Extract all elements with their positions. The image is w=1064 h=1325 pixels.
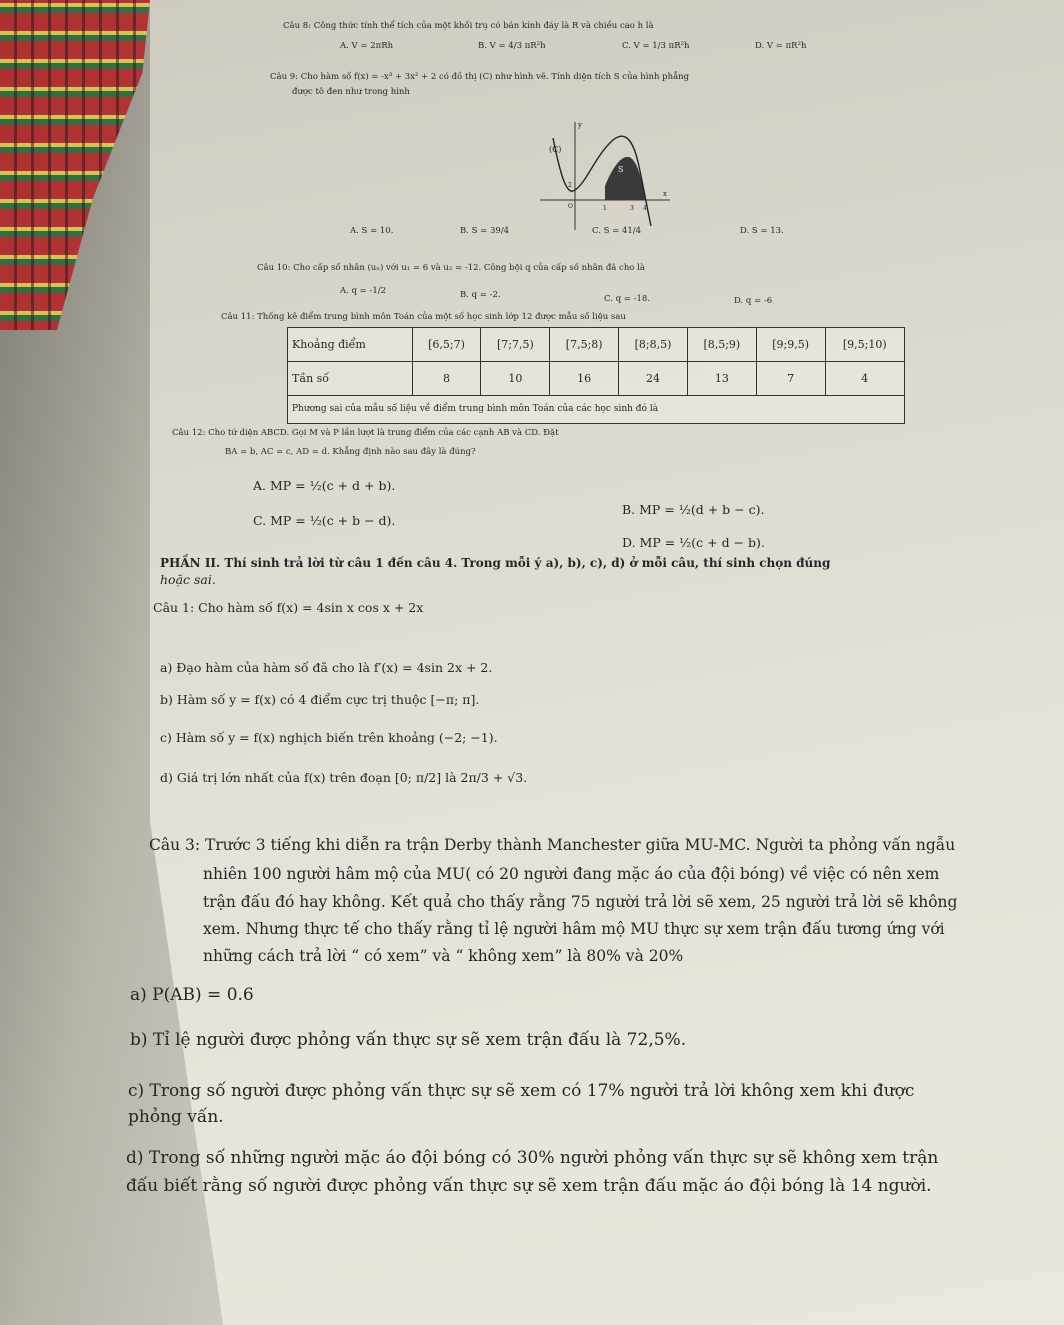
cau12-option-c: C. MP = ½(c + b − d).	[253, 513, 396, 528]
row-label-frequency: Tần số	[288, 361, 413, 395]
cau9-question-cont: được tô đen như trong hình	[292, 87, 410, 97]
c3-question-line1: Câu 3: Trước 3 tiếng khi diễn ra trận Derby thành Manchester giữa MU-MC. Người ta phỏng vấn ngẫu	[149, 836, 956, 854]
freq-cell: 8	[412, 361, 481, 395]
c3-item-c-line2: phỏng vấn.	[128, 1107, 224, 1127]
cau10-option-d: D. q = -6	[734, 296, 773, 306]
c3-item-c-line1: c) Trong số người được phỏng vấn thực sự sẽ xem có 17% người trả lời không xem khi được	[128, 1081, 915, 1101]
row-label-intervals: Khoảng điểm	[288, 328, 413, 362]
c3-item-d-line1: d) Trong số những người mặc áo đội bóng có 30% người phỏng vấn thực sự sẽ không xem trận	[126, 1148, 939, 1168]
c1-item-d: d) Giá trị lớn nhất của f(x) trên đoạn [0; π/2] là 2π/3 + √3.	[160, 770, 528, 785]
part2-title-cont: hoặc sai.	[160, 572, 216, 587]
table-row-frequency	[288, 361, 905, 395]
origin-label: O	[568, 203, 573, 210]
curve-label: (C)	[549, 145, 562, 154]
cau8-question: Câu 8: Công thức tính thể tích của một khối trụ có bán kính đáy là R và chiều cao h là	[283, 21, 654, 31]
c3-item-a: a) P(AB) = 0.6	[130, 985, 254, 1005]
y-label: y	[578, 121, 582, 129]
interval-cell: [7;7,5)	[481, 328, 550, 362]
cau9-option-d: D. S = 13.	[740, 226, 784, 236]
freq-cell: 10	[481, 361, 550, 395]
cau11-footer: Phương sai của mẫu số liệu về điểm trung bình môn Toán của các học sinh đó là	[288, 395, 905, 423]
cau12-option-d: D. MP = ½(c + d − b).	[622, 535, 765, 550]
cau12-option-a: A. MP = ½(c + d + b).	[253, 478, 396, 493]
cau9-graph	[535, 118, 675, 233]
fabric-corner	[0, 0, 150, 330]
interval-cell: [6,5;7)	[412, 328, 481, 362]
c3-question-line5: những cách trả lời “ có xem” và “ không xem” là 80% và 20%	[203, 947, 684, 965]
x-tick-3: 3	[630, 205, 634, 212]
cau8-option-d: D. V = πR²h	[755, 41, 807, 51]
freq-cell: 24	[619, 361, 688, 395]
interval-cell: [8,5;9)	[687, 328, 756, 362]
c3-question-line4: xem. Nhưng thực tế cho thấy rằng tỉ lệ người hâm mộ MU thực sự xem trận đấu tương ứng với	[203, 920, 945, 938]
cau11-question: Câu 11: Thống kê điểm trung bình môn Toán của một số học sinh lớp 12 được mẫu số liệu sau	[221, 312, 626, 322]
table-row-intervals	[288, 328, 905, 362]
y-tick: 2	[568, 182, 572, 189]
c1-item-a: a) Đạo hàm của hàm số đã cho là f′(x) = 4sin 2x + 2.	[160, 660, 493, 675]
c3-item-d-line2: đấu biết rằng số người được phỏng vấn thực sự sẽ xem trận đấu mặc áo đội bóng là 14 người.	[126, 1176, 932, 1196]
c1-question: Câu 1: Cho hàm số f(x) = 4sin x cos x + 2x	[153, 600, 424, 615]
interval-cell: [9,5;10)	[825, 328, 904, 362]
interval-cell: [8;8,5)	[619, 328, 688, 362]
cau11-data-table	[287, 327, 905, 424]
x-tick-4: 4	[643, 205, 647, 212]
c3-question-line3: trận đấu đó hay không. Kết quả cho thấy rằng 75 người trả lời sẽ xem, 25 người trả lời sẽ không	[203, 893, 958, 911]
table-row-footer	[288, 395, 905, 423]
cau10-option-a: A. q = -1/2	[340, 286, 387, 296]
cau10-option-b: B. q = -2.	[460, 290, 501, 300]
cau12-question-cont: BA = b, AC = c, AD = d. Khẳng định nào sau đây là đúng?	[225, 447, 476, 457]
cau9-option-c: C. S = 41/4	[592, 226, 642, 236]
part2-title: PHẦN II. Thí sinh trả lời từ câu 1 đến câu 4. Trong mỗi ý a), b), c), d) ở mỗi câu, thí sinh chọn đúng	[160, 556, 831, 570]
cau12-question: Câu 12: Cho tứ diện ABCD. Gọi M và P lần lượt là trung điểm của các cạnh AB và CD. Đặt	[172, 428, 559, 438]
c1-item-b: b) Hàm số y = f(x) có 4 điểm cực trị thuộc [−π; π].	[160, 692, 480, 707]
freq-cell: 16	[550, 361, 619, 395]
x-tick-1: 1	[603, 205, 607, 212]
interval-cell: [9;9,5)	[756, 328, 825, 362]
area-label: S	[618, 165, 624, 174]
c3-item-b: b) Tỉ lệ người được phỏng vấn thực sự sẽ xem trận đấu là 72,5%.	[130, 1030, 687, 1050]
freq-cell: 7	[756, 361, 825, 395]
cau10-option-c: C. q = -18.	[604, 294, 650, 304]
cau12-option-b: B. MP = ½(d + b − c).	[622, 502, 765, 517]
x-label: x	[663, 190, 667, 198]
cau8-option-b: B. V = 4/3 πR²h	[478, 41, 546, 51]
cau8-option-c: C. V = 1/3 πR²h	[622, 41, 690, 51]
c1-item-c: c) Hàm số y = f(x) nghịch biến trên khoảng (−2; −1).	[160, 730, 498, 745]
cau9-option-a: A. S = 10.	[350, 226, 394, 236]
cau10-question: Câu 10: Cho cấp số nhân (uₙ) với u₁ = 6 và u₂ = -12. Công bội q của cấp số nhân đã cho là	[257, 263, 645, 273]
cau8-option-a: A. V = 2πRh	[340, 41, 394, 51]
freq-cell: 4	[825, 361, 904, 395]
interval-cell: [7,5;8)	[550, 328, 619, 362]
freq-cell: 13	[687, 361, 756, 395]
c3-question-line2: nhiên 100 người hâm mộ của MU( có 20 người đang mặc áo của đội bóng) về việc có nên xem	[203, 865, 940, 883]
cau9-option-b: B. S = 39/4	[460, 226, 510, 236]
cau9-question: Câu 9: Cho hàm số f(x) = -x³ + 3x² + 2 có đồ thị (C) như hình vẽ. Tính diện tích S của hình phẳng	[270, 72, 690, 82]
